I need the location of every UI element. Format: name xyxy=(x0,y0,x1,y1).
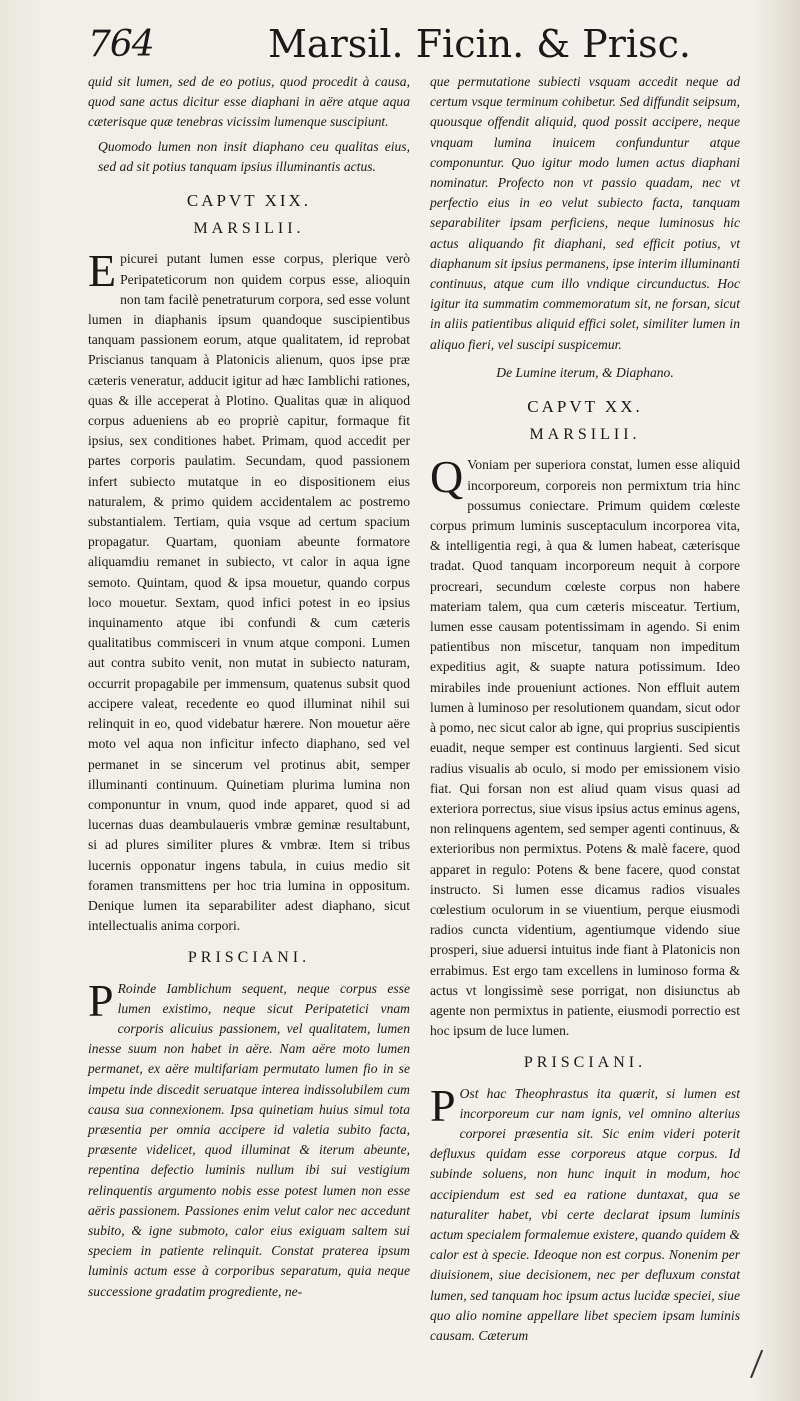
marsilii-body: Voniam per superiora constat, lumen esse aliquid incorporeum, corporeis non permixtum tria hinc possumus coniectare. Primum quidem cœleste corpus primum luminis susceptaculum incorporea vita, & intelligentia regi, à qua & lumen habeat, cæterisque tradat. Quod tanquam incorporeum nequit à corpore procreari, secundum cœleste corpus non habere materiam talem, qua cum cæteris misceatur. Tertium, lumen esse causam potentissimam in agendo. Si enim patientibus non miscetur, tanquam non impeditum expeditius agit, & suapte natura potissimum. Ideo mirabiles inde proueniunt actiones. Non effluit autem lumen à luminoso per resolutionem quandam, sicut odor à pomo, nec sicut calor ab igne, qui proprius suscipientis euadit, neque semper est continuus largienti. Sed sicut radius visualis ab oculo, si modo per emissionem visio fiat. Qui forsan non est aliud quam visus quasi ad exteriora porrectus, siue visus ipsius actus eminus agens, non relinquens agentem, sed semper agenti continuus, & exterioribus non permixtus. Potens & malè facere, quod apparet in regulo: Potens & bene facere, quod constat instructo. Si lumen esse dicamus radios visuales cœlestium oculorum in se viuentium, perque eiusmodi radios cuncta videntium, agentiumque videndo siue prosperi, siue aduersi intuitus inde fiant à Platonicis non errabimus. Est ergo tam excellens in luminoso forma & actus vt longissimè sese porrigat, non disiunctus ab agente non permixtus in patiente, eiusmodi porrectio est hoc ipsum de luce lumen. xyxy=(430,457,740,1039)
intro-text: quid sit lumen, sed de eo potius, quod procedit à causa, quod sane actus dicitur esse diaphani in aëre atque aqua cæterisque quæ tenebras vicissim lumenque suscipiunt. xyxy=(88,74,410,130)
author-heading: MARSILII. xyxy=(193,220,305,238)
marsilii-text xyxy=(430,451,740,1041)
chapter-heading: CAPVT XIX. xyxy=(186,191,312,211)
chapter-summary: De Lumine iterum, & Diaphano. xyxy=(496,364,674,380)
drop-cap: Q xyxy=(430,451,464,503)
marsilii-text xyxy=(88,245,410,936)
prisciani-body: Roinde Iamblichum sequent, neque corpus esse lumen existimo, neque sicut Peripatetici vnam corporis alicuius passionem, vel qualitatem, lumen inesse suum non habet in aëre. Nam aëre moto lumen permanet, ex aëre multifariam permutato lumen fio in se impetu inde discedit seruatque interea indissolubilem cum causa sua connexionem. Ipsa quinetiam huius simul tota præsentia per omnia accipere id valetia subito facta, præsente videlicet, quod illuminat & iterum abeunte, repentina defectio luminis nullum ibi sui vestigium relinquentis argumento nobis esse potest lumen non esse aëris passionem. Passiones enim velut calor nec accedunt subito, & igne submoto, calor eius exiguam saltem sui speciem in patiente relinquit. Constat praterea ipsum luminis actum esse à corporibus separatum, quia neque successione gradatim progrediente, ne- xyxy=(88,980,410,1299)
author-heading: PRISCIANI. xyxy=(523,1054,647,1072)
page-number: 764 xyxy=(88,24,154,65)
pen-mark-icon xyxy=(750,1350,778,1385)
prisciani-body: Ost hac Theophrastus ita quærit, si lumen est incorporeum cur nam ignis, vel omnino alterius corporei præsentia sit. Sic enim videri poterit defluxus quidam esse corporeus atque corpus. Id subinde soluens, non hunc inquit in modum, hoc accipiendum est sed ea ratione duntaxat, qua se naturaliter habet, vbi certe declarat ipsum luminis actum specialem formalemue existere, quando quidem & calor est à specie. Ideoque non est corpus. Nonenim per diuisionem, siue decisionem, nec per defluxum constat lumen, sed tanquam hoc ipsum actus lucidæ speciei, siue quo alio nomine appellare libet speciem ipsam luminis causam. Cæterum xyxy=(430,1085,740,1343)
prisciani-text xyxy=(88,974,410,1302)
prisciani-text xyxy=(430,1079,740,1347)
author-heading: PRISCIANI. xyxy=(187,949,311,967)
drop-cap: E xyxy=(88,245,117,297)
continued-text: que permutatione subiecti vsquam accedit neque ad certum vsque terminum cohibetur. Sed diffundit seipsum, quousque offendit aliquid, quod possit accipere, neque vnquam lumina inuicem confunduntur atque componuntur. Quo igitur modo lumen actus diaphani nominatur. Profecto non vt passio quadam, nec vt perfectio eius in eo velut subiecto facta, tanquam separabiliter ipsam perficiens, neque luminosus hic actus aliquando fit diaphani, sed efficit potius, vt diaphanum sit ipsius permanens, ipse interim illuminanti continuus, atque cum illo vndique circunductus. Hoc igitur ita summatim commemoratum sit, ne forsan, sicut in aliis patientibus aliquid effici solet, similiter lumen in aliquo fieri, vel suscipi suspicemur. xyxy=(430,74,741,352)
running-title: Marsil. Ficin. & Prisc. xyxy=(268,22,691,66)
drop-cap: P xyxy=(88,974,114,1026)
author-heading: MARSILII. xyxy=(529,426,641,444)
page-header xyxy=(88,20,778,68)
marsilii-body: picurei putant lumen esse corpus, plerique verò Peripateticorum non quidem corpus esse, alioquin non tam facilè penetraturum corpora, sed esse volunt lumen in diaphanis ipsum quandoque suscipientibus tanquam passionem eorum, atque qualitatem, id reprobat Priscianus tanquam à Platonicis alienum, quos ipse præ cæteris veneratur, adducit igitur ad hæc Iamblichi rationes, quas & ille acceperat à Plotino. Qualitas quæ in aliquod corpus adueniens ab eo propriè capitur, formaque fit ipsius, sex conditiones habet. Primam, quod accedit per partes corporis paulatim. Secundam, quod passionem infert subiecto mutatque in eo dispositionem eius naturalem, & primo quidem accidentalem ac postremo substantialem. Tertiam, quia vsque ad certum spacium propagatur. Quartam, quoniam abeunte formatore aliquamdiu remanet in subiecto, vt calor in aqua igne semoto. Quintam, quod & ipsa mouetur, quando corpus loco mouetur. Sextam, quod infici potest in eo ipsius inquinamento atque ibi confundi & cum cæteris qualitatibus commisceri in vnum atque componi. Lumen aut contra subito venit, non mutat in subiecto naturam, occurrit propagabile per immensum, quatenus subsit quod accipere valeat, recedente eo quod illuminat nihil sui relinquit in eo, quod videbatur hærere. Non mouetur aëre moto vel aqua non inficitur infecto diaphano, sed vel permanet in se sincerum vel protinus abit, semper illuminanti continuum. Quinetiam plurima lumina non componuntur in vnum, quod inde apparet, quod si ad lucernas duas deambulaueris vmbræ geminæ resultabunt, si ad plures similiter plures & vmbræ. Item si tribus lucernis opponatur ingens tabula, in cuius medio sit foramen transmittens per hoc tria lumina in oppositum. Denique lumen ita separabiliter adest diaphano, sicut intellectualis anima corpori. xyxy=(88,251,410,934)
chapter-summary: Quomodo lumen non insit diaphano ceu qualitas eius, sed ad sit potius tanquam ipsius illuminantis actus. xyxy=(98,138,410,174)
left-column xyxy=(88,72,410,1302)
chapter-heading: CAPVT XX. xyxy=(527,397,643,417)
right-column xyxy=(430,72,740,1346)
drop-cap: P xyxy=(430,1079,456,1131)
